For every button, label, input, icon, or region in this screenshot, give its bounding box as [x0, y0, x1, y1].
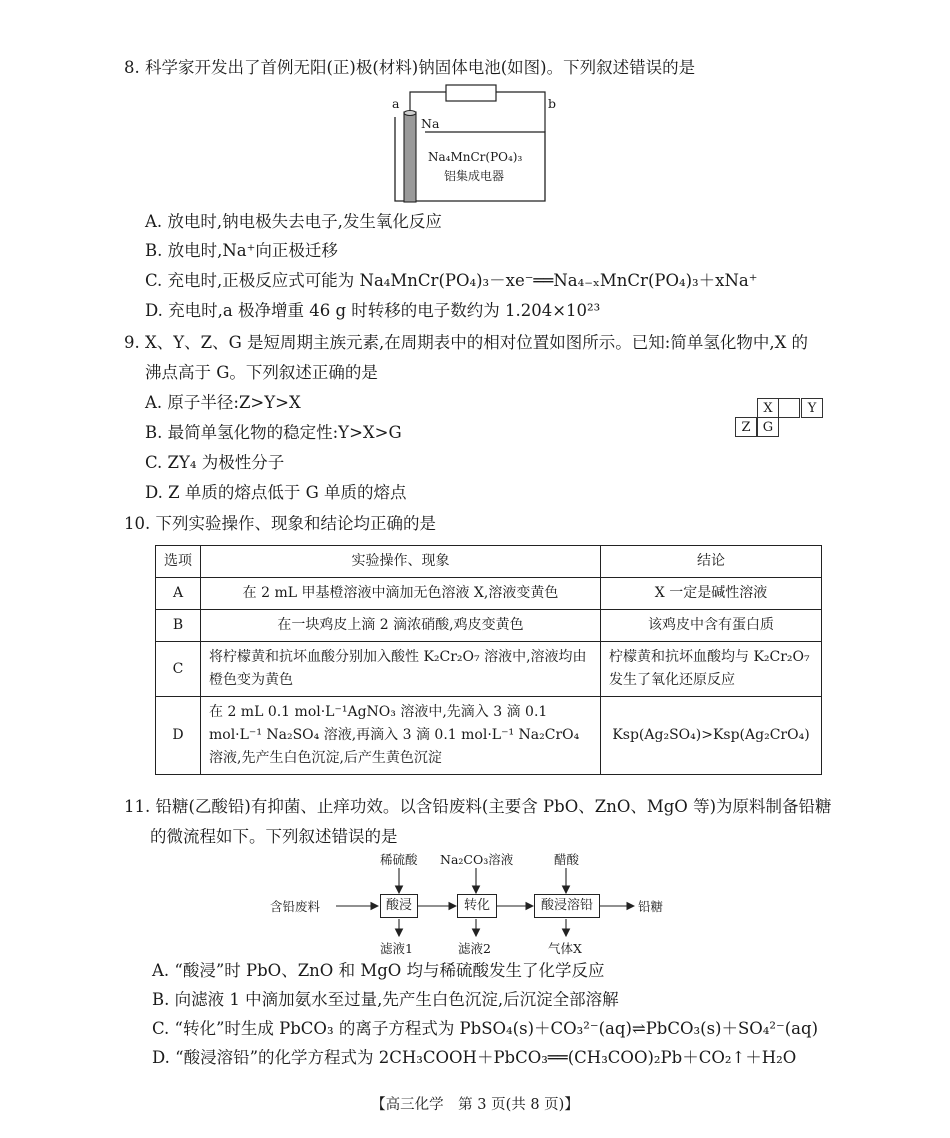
table-row [156, 642, 822, 697]
q9-option-c: C. ZY₄ 为极性分子 [145, 453, 285, 472]
cell-z: Z [735, 417, 757, 437]
header-conclusion: 结论 [601, 546, 822, 578]
row-operation: 在 2 mL 甲基橙溶液中滴加无色溶液 X,溶液变黄色 [201, 578, 601, 610]
end-product: 铅糖 [638, 899, 664, 914]
start-material: 含铅废料 [270, 899, 321, 914]
terminal-a-label: a [392, 96, 400, 111]
row-conclusion: 该鸡皮中含有蛋白质 [601, 610, 822, 642]
cell-x: X [757, 398, 779, 418]
row-operation: 在一块鸡皮上滴 2 滴浓硝酸,鸡皮变黄色 [201, 610, 601, 642]
q8-option-c: C. 充电时,正极反应式可能为 Na₄MnCr(PO₄)₃－xe⁻══Na₄₋ₓMnCr(PO₄)₃＋xNa⁺ [145, 271, 758, 290]
page-footer: 【高三化学 第 3 页(共 8 页)】 [371, 1097, 579, 1113]
cell-g: G [757, 417, 779, 437]
cell-blank [778, 398, 800, 418]
q11-stem-line1: 11. 铅糖(乙酸铅)有抑菌、止痒功效。以含铅废料(主要含 PbO、ZnO、MgO 等)为原料制备铅糖 [124, 797, 832, 816]
input-dilute-h2so4: 稀硫酸 [380, 852, 418, 867]
output-filtrate2: 滤液2 [458, 941, 491, 956]
output-filtrate1: 滤液1 [380, 941, 413, 956]
battery-diagram [380, 84, 570, 209]
header-option: 选项 [156, 546, 201, 578]
q9-stem-line2: 沸点高于 G。下列叙述正确的是 [145, 363, 378, 382]
na-electrode [404, 112, 416, 202]
row-option: C [156, 642, 201, 697]
input-na2co3: Na₂CO₃溶液 [440, 852, 514, 867]
cell-y: Y [801, 398, 823, 418]
q9-option-a: A. 原子半径:Z>Y>X [145, 393, 301, 412]
header-operation: 实验操作、现象 [201, 546, 601, 578]
row-option: B [156, 610, 201, 642]
row-option: A [156, 578, 201, 610]
row-conclusion: Ksp(Ag₂SO₄)>Ksp(Ag₂CrO₄) [601, 697, 822, 775]
q8-stem: 8. 科学家开发出了首例无阳(正)极(材料)钠固体电池(如图)。下列叙述错误的是 [124, 58, 696, 77]
row-operation: 将柠檬黄和抗坏血酸分别加入酸性 K₂Cr₂O₇ 溶液中,溶液均由橙色变为黄色 [201, 642, 601, 697]
row-conclusion: X 一定是碱性溶液 [601, 578, 822, 610]
resistor [446, 85, 496, 101]
q9-option-d: D. Z 单质的熔点低于 G 单质的熔点 [145, 483, 407, 502]
step-lead-dissolve: 酸浸溶铅 [534, 894, 600, 918]
terminal-b-label: b [548, 96, 557, 111]
collector-label: 铝集成电器 [444, 169, 505, 183]
table-row [156, 578, 822, 610]
row-operation: 在 2 mL 0.1 mol·L⁻¹AgNO₃ 溶液中,先滴入 3 滴 0.1 mol·L⁻¹ Na₂SO₄ 溶液,再滴入 3 滴 0.1 mol·L⁻¹ Na₂CrO₄ 溶液,先产生白色沉淀,后产生黄色沉淀 [201, 697, 601, 775]
q9-option-b: B. 最简单氢化物的稳定性:Y>X>G [145, 423, 402, 442]
q11-option-c: C. “转化”时生成 PbCO₃ 的离子方程式为 PbSO₄(s)＋CO₃²⁻(aq)⇌PbCO₃(s)＋SO₄²⁻(aq) [152, 1019, 819, 1038]
table-header-row [156, 546, 822, 578]
electrolyte-label: Na₄MnCr(PO₄)₃ [428, 150, 523, 164]
q10-stem: 10. 下列实验操作、现象和结论均正确的是 [124, 514, 436, 533]
row-conclusion: 柠檬黄和抗坏血酸均与 K₂Cr₂O₇ 发生了氧化还原反应 [601, 642, 822, 697]
q8-option-b: B. 放电时,Na⁺向正极迁移 [145, 241, 338, 260]
output-gas-x: 气体X [548, 941, 582, 956]
q9-stem-line1: 9. X、Y、Z、G 是短周期主族元素,在周期表中的相对位置如图所示。已知:简单氢化物中,X 的 [124, 333, 809, 352]
q11-option-d: D. “酸浸溶铅”的化学方程式为 2CH₃COOH＋PbCO₃══(CH₃COO)₂Pb＋CO₂↑＋H₂O [152, 1048, 797, 1067]
step-acid-leach: 酸浸 [380, 894, 418, 918]
battery-figure [380, 84, 570, 209]
q11-option-b: B. 向滤液 1 中滴加氨水至过量,先产生白色沉淀,后沉淀全部溶解 [152, 990, 619, 1009]
q11-option-a: A. “酸浸”时 PbO、ZnO 和 MgO 均与稀硫酸发生了化学反应 [152, 961, 605, 980]
periodic-grid [735, 398, 825, 440]
step-conversion: 转化 [457, 894, 497, 918]
input-acetic-acid: 醋酸 [554, 852, 580, 867]
q11-stem-line2: 的微流程如下。下列叙述错误的是 [150, 827, 398, 846]
na-label: Na [421, 116, 440, 131]
q8-option-d: D. 充电时,a 极净增重 46 g 时转移的电子数约为 1.204×10²³ [145, 301, 601, 320]
table-row [156, 610, 822, 642]
q8-option-a: A. 放电时,钠电极失去电子,发生氧化反应 [145, 212, 442, 231]
table-row [156, 697, 822, 775]
experiment-table [155, 545, 822, 775]
process-flow [270, 850, 690, 960]
row-option: D [156, 697, 201, 775]
